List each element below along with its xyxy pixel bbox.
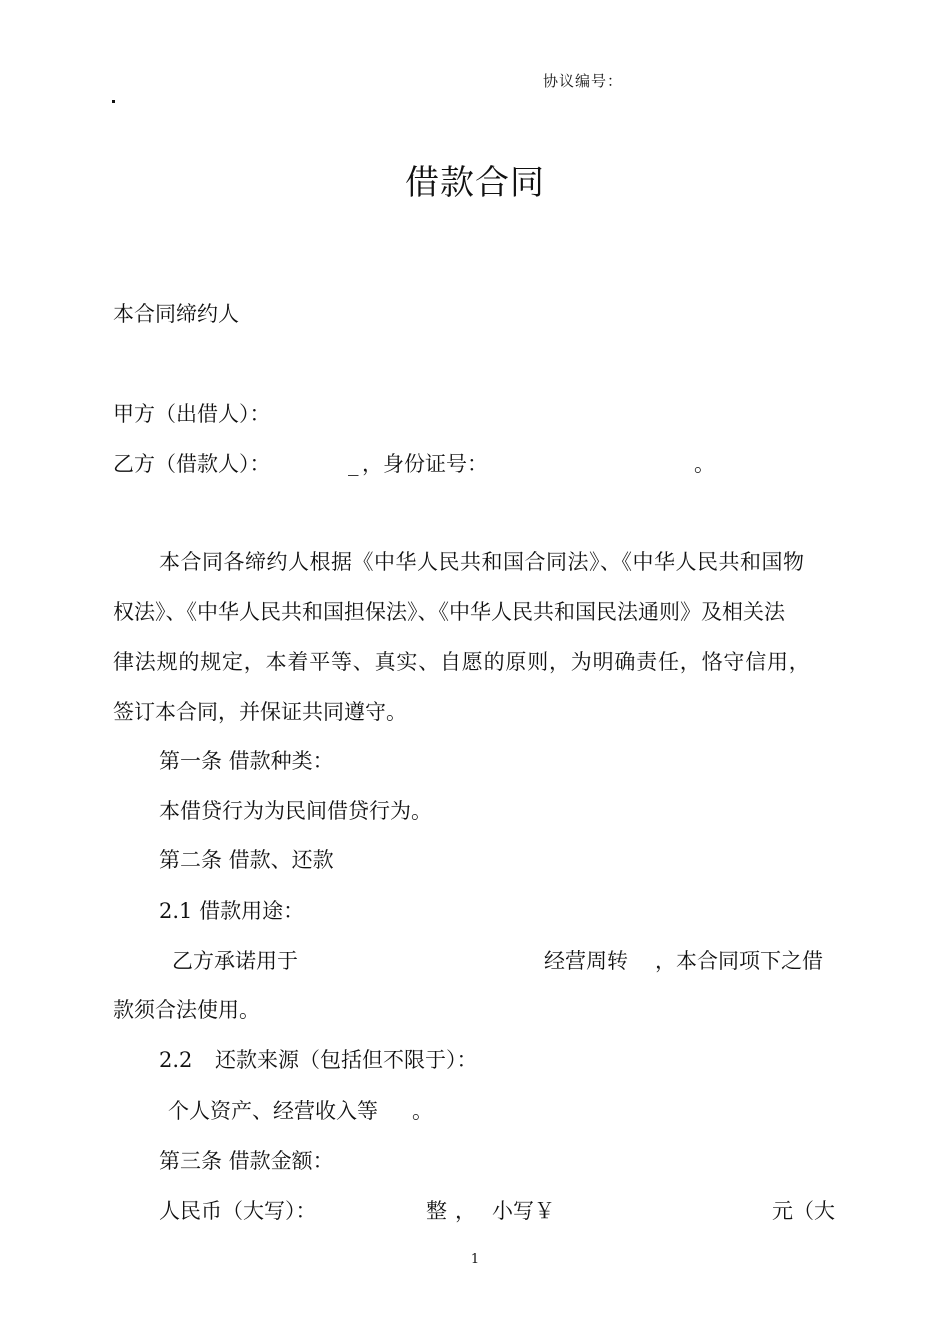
amount-yuan-tail: 元（大 — [772, 1199, 835, 1223]
preamble-line: 律法规的规定，本着平等、真实、自愿的原则，为明确责任，恪守信用， — [113, 650, 811, 674]
parties-heading: 本合同缔约人 — [113, 302, 239, 326]
id-number-label: ，身份证号： — [362, 452, 488, 476]
rmb-uppercase-label: 人民币（大写）： — [159, 1199, 317, 1223]
preamble-line: 本合同各缔约人根据《中华人民共和国合同法》、《中华人民共和国物 — [159, 550, 805, 574]
page-mark-dot — [112, 100, 115, 103]
loan-purpose-value: 经营周转 — [544, 949, 628, 973]
article-1-heading: 第一条 借款种类： — [159, 749, 334, 773]
agreement-number-label: 协议编号： — [543, 72, 624, 90]
section-2-1-tail: ，本合同项下之借 — [655, 949, 823, 973]
section-2-1-line2: 款须合法使用。 — [113, 998, 260, 1022]
amount-zheng: 整 — [426, 1199, 447, 1223]
amount-comma: ， — [455, 1199, 476, 1223]
preamble-line: 权法》、《中华人民共和国担保法》、《中华人民共和国民法通则》及相关法 — [113, 600, 785, 624]
repayment-source-value: 个人资产、经营收入等 — [168, 1099, 378, 1123]
repayment-source-end: 。 — [412, 1099, 433, 1123]
article-2-heading: 第二条 借款、还款 — [159, 848, 334, 872]
borrower-label: 乙方（借款人）： — [113, 452, 271, 476]
article-3-heading: 第三条 借款金额： — [159, 1149, 334, 1173]
preamble-line: 签订本合同，并保证共同遵守。 — [113, 700, 407, 724]
section-2-2-heading: 还款来源（包括但不限于）： — [215, 1048, 478, 1072]
lender-label: 甲方（出借人）： — [113, 402, 271, 426]
rmb-lowercase-label: 小写￥ — [492, 1199, 555, 1223]
section-2-1-heading: 2.1 借款用途： — [159, 899, 305, 923]
section-2-1-lead: 乙方承诺用于 — [172, 949, 298, 973]
id-number-end: 。 — [694, 452, 715, 476]
document-title: 借款合同 — [405, 163, 545, 203]
article-1-body: 本借贷行为为民间借贷行为。 — [159, 799, 432, 823]
borrower-name-blank: _ — [348, 452, 359, 476]
page-number: 1 — [470, 1252, 480, 1267]
section-2-2-number: 2.2 — [159, 1048, 193, 1072]
